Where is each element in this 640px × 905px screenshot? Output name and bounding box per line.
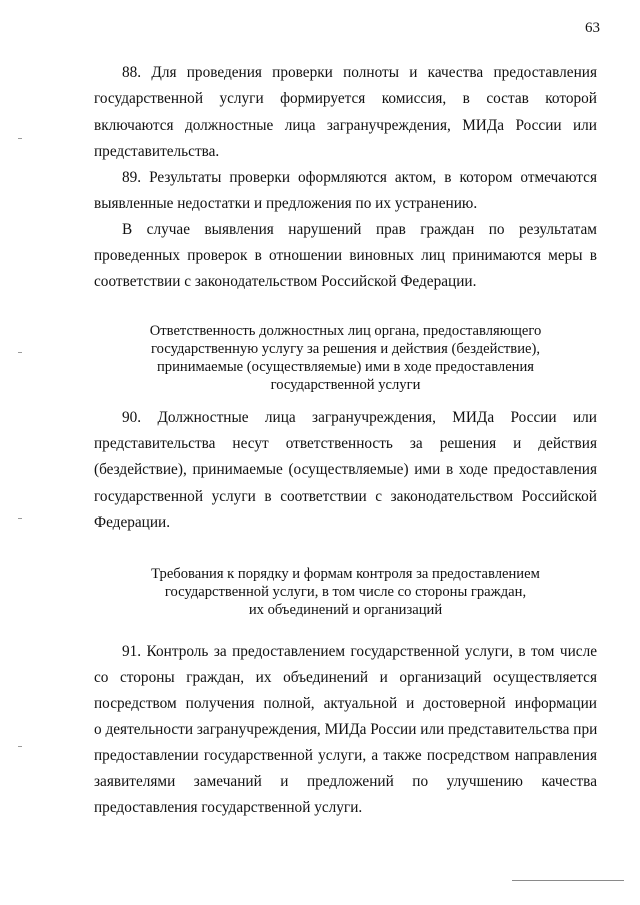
- paragraph-90-line-1: 90. Должностные лица загранучреждения, МИДа России или: [122, 409, 597, 426]
- paragraph-91-line-2: со стороны граждан, их объединений и организаций осуществляется: [94, 669, 597, 686]
- heading-responsibility-line-1: Ответственность должностных лиц органа, предоставляющего: [149, 323, 542, 339]
- scan-margin-mark: [18, 518, 22, 519]
- paragraph-88-line-4: представительства.: [94, 143, 220, 160]
- paragraph-90-line-5: Федерации.: [94, 514, 171, 531]
- paragraph-91-line-6: заявителями замечаний и предложений по улучшению качества: [94, 773, 597, 790]
- paragraph-91-line-5: предоставлении государственной услуги, а также посредством направления: [94, 747, 597, 764]
- paragraph-88-line-1: 88. Для проведения проверки полноты и качества предоставления: [122, 64, 597, 81]
- heading-responsibility-line-2: государственную услугу за решения и действия (бездействие),: [151, 341, 540, 357]
- paragraph-violations-line-2: проведенных проверок в отношении виновных лиц принимаются меры в: [94, 247, 597, 264]
- heading-responsibility-line-4: государственной услуги: [270, 377, 421, 393]
- paragraph-91-line-3: посредством получения полной, актуальной и достоверной информации: [94, 695, 597, 712]
- heading-requirements-line-1: Требования к порядку и формам контроля за предоставлением: [151, 566, 540, 582]
- paragraph-violations-line-3: соответствии с законодательством Российской Федерации.: [94, 273, 477, 290]
- paragraph-91-line-7: предоставления государственной услуги.: [94, 799, 363, 816]
- paragraph-88-line-2: государственной услуги формируется комиссия, в состав которой: [94, 90, 597, 107]
- paragraph-89-line-1: 89. Результаты проверки оформляются актом, в котором отмечаются: [122, 169, 597, 186]
- paragraph-91-line-1: 91. Контроль за предоставлением государственной услуги, в том числе: [122, 643, 597, 660]
- paragraph-90-line-2: представительства несут ответственность за решения и действия: [94, 435, 597, 452]
- paragraph-88-line-3: включаются должностные лица загранучреждения, МИДа России или: [94, 117, 597, 134]
- scan-margin-mark: [18, 352, 22, 353]
- heading-requirements-line-2: государственной услуги, в том числе со стороны граждан,: [164, 584, 527, 600]
- scan-margin-mark: [18, 746, 22, 747]
- paragraph-90-line-4: государственной услуги в соответствии с законодательством Российской: [94, 488, 597, 505]
- paragraph-89-line-2: выявленные недостатки и предложения по их устранению.: [94, 195, 478, 212]
- paragraph-90-line-3: (бездействие), принимаемые (осуществляемые) ими в ходе предоставления: [94, 461, 597, 478]
- scan-margin-mark: [18, 138, 22, 139]
- paragraph-violations-line-1: В случае выявления нарушений прав граждан по результатам: [122, 221, 597, 238]
- page-number: 63: [585, 20, 600, 36]
- scan-edge-line: [512, 880, 624, 881]
- heading-responsibility-line-3: принимаемые (осуществляемые) ими в ходе предоставления: [156, 359, 534, 375]
- heading-requirements-line-3: их объединений и организаций: [248, 602, 443, 618]
- paragraph-91-line-4: о деятельности загранучреждения, МИДа России или представительства при: [94, 721, 598, 738]
